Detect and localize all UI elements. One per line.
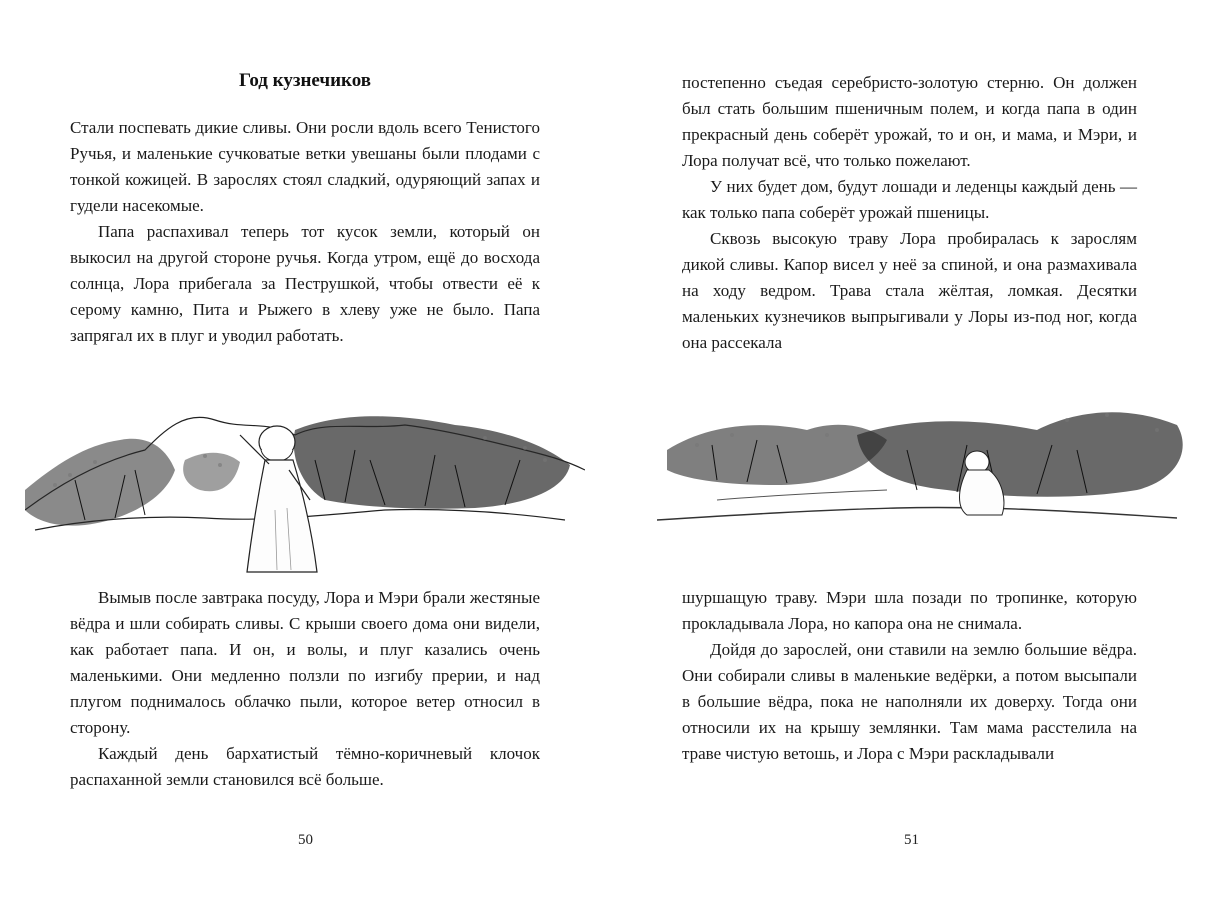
right-bottom-text — [682, 585, 1137, 767]
paragraph: Вымыв после завтрака посуду, Лора и Мэри брали жестяные вёдра и шли собирать сливы. С крыши своего дома они видели, как работает папа. И он, и волы, и плуг казались очень маленькими. Они медленно ползли по изгибу прерии, и над плугом поднималось облачко пыли, которое ветер относил в сторону. — [70, 588, 540, 737]
paragraph: Папа распахивал теперь тот кусок земли, который он выкосил на другой стороне ручья. Когда утром, ещё до восхода солнца, Лора прибегала за Пеструшкой, чтобы отвести её к серому камню, Пита и Рыжего в хлеву уже не было. Папа запрягал их в плуг и уводил работать. — [70, 222, 540, 345]
plum-thicket-illustration — [657, 390, 1197, 540]
chapter-title: Год кузнечиков — [238, 70, 372, 91]
paragraph: Сквозь высокую траву Лора пробиралась к зарослям дикой сливы. Капор висел у неё за спиной, и она размахивала на ходу ведром. Трава стала жёлтая, ломкая. Десятки маленьких кузнечиков выпрыгивали у Лоры из-под ног, когда она рассекала — [682, 229, 1137, 352]
paragraph: шуршащую траву. Мэри шла позади по тропинке, которую прокладывала Лора, но капора она не снимала. — [682, 588, 1137, 633]
paragraph: Стали поспевать дикие сливы. Они росли вдоль всего Тенистого Ручья, и маленькие сучковатые ветки увешаны были плодами с тонкой кожицей. В зарослях стоял сладкий, одуряющий запах и гудели насекомые. — [70, 118, 540, 215]
paragraph: Дойдя до зарослей, они ставили на землю большие вёдра. Они собирали сливы в маленькие ведёрки, а потом высыпали в большие вёдра, пока не наполняли их доверху. Тогда они относили их на крышу землянки. Там мама расстелила на траве чистую ветошь, и Лора с Мэри раскладывали — [682, 640, 1137, 763]
paragraph: Каждый день бархатистый тёмно-коричневый клочок распаханной земли становился всё больше. — [70, 744, 540, 789]
right-page — [607, 0, 1214, 905]
page-number: 51 — [904, 832, 919, 848]
paragraph: У них будет дом, будут лошади и леденцы каждый день — как только папа соберёт урожай пшеницы. — [682, 177, 1137, 222]
page-number: 50 — [298, 832, 313, 848]
left-bottom-text — [70, 585, 540, 793]
paragraph: постепенно съедая серебристо-золотую стерню. Он должен был стать большим пшеничным полем, и когда папа в один прекрасный день соберёт урожай, то и он, и мама, и Мэри, и Лора получат всё, что только пожелают. — [682, 73, 1137, 170]
girl-picking-plums-illustration — [25, 390, 585, 580]
right-top-text — [682, 70, 1137, 356]
left-top-text — [70, 115, 540, 349]
